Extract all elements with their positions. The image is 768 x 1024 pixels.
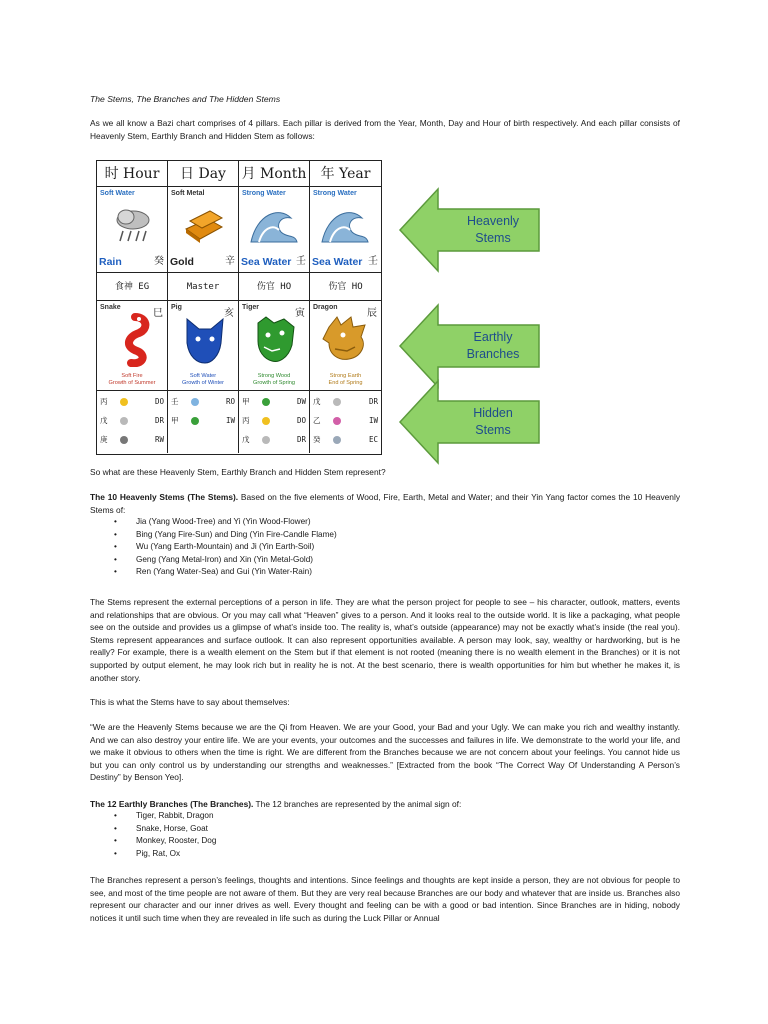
header-month: 月 Month (239, 161, 310, 187)
branches-intro-paragraph (90, 798, 680, 811)
sun-icon (120, 398, 128, 406)
branch-animal-label: Dragon (313, 304, 338, 311)
branch-description (239, 373, 309, 386)
list-item: • Tiger, Rabbit, Dragon (90, 810, 590, 823)
hidden-cell-month (239, 391, 310, 453)
heavenly-stems-arrow (398, 187, 681, 273)
branch-character: 巳 (153, 308, 163, 319)
hidden-stem-character: 甲 (171, 416, 179, 425)
hidden-stem-code: IW (225, 416, 235, 425)
stem-cell-month (239, 187, 310, 273)
stem-element-label: Strong Water (313, 190, 357, 197)
hidden-stem-code: DR (296, 435, 306, 444)
hidden-stem-character: 乙 (313, 416, 321, 425)
hidden-stem-character: 壬 (171, 397, 179, 406)
arrow-label-line: Stems (475, 423, 511, 437)
mountain-icon (333, 398, 341, 406)
stem-name: Sea Water (241, 256, 292, 268)
branch-element: Soft Water (189, 373, 217, 379)
hidden-stem-code: RO (225, 397, 235, 406)
hidden-stem-code: DO (296, 416, 306, 425)
hidden-stem-character: 癸 (313, 435, 321, 444)
branch-cell-month (239, 301, 310, 391)
hidden-stem-code: DR (154, 416, 164, 425)
hidden-cell-year (310, 391, 381, 453)
branches-list (90, 810, 590, 860)
branch-description (97, 373, 167, 386)
stem-name: Gold (170, 256, 194, 268)
arrow-label-line: Heavenly (466, 214, 520, 228)
branch-season: Growth of Summer (108, 379, 156, 386)
branch-animal-label: Tiger (242, 304, 259, 311)
header-hour: 时 Hour (97, 161, 168, 187)
hidden-stem-code: DW (296, 397, 306, 406)
stems-intro-paragraph (90, 491, 680, 516)
list-item: • Bing (Yang Fire-Sun) and Ding (Yin Fire-Candle Flame) (90, 529, 590, 542)
dragon-icon (321, 313, 371, 365)
earthly-branches-arrow (398, 303, 681, 389)
hidden-stem-code: DR (368, 397, 378, 406)
branch-season: End of Spring (328, 379, 363, 386)
intro-paragraph: As we all know a Bazi chart comprises of 4 pillars. Each pillar is derived from the Year, Month, Day and Hour of birth respectively. And each pillar consists of Heavenly Stem, Earthly Branch and Hidden Stem as follows: (90, 118, 680, 141)
hidden-stem-code: RW (154, 435, 164, 444)
tree-icon (262, 398, 270, 406)
arrow-label (447, 329, 539, 363)
axe-icon (120, 436, 128, 444)
list-item: • Geng (Yang Metal-Iron) and Xin (Yin Metal-Gold) (90, 554, 590, 567)
mountain-icon (262, 436, 270, 444)
list-item: • Jia (Yang Wood-Tree) and Yi (Yin Wood-Flower) (90, 516, 590, 529)
question-paragraph: So what are these Heavenly Stem, Earthly Branch and Hidden Stem represent? (90, 467, 386, 477)
branch-animal-label: Pig (171, 304, 182, 311)
arrow-label-line: Earthly (473, 330, 513, 344)
stem-cell-hour (97, 187, 168, 273)
stem-element-label: Soft Metal (171, 190, 205, 197)
list-item: • Snake, Horse, Goat (90, 823, 590, 836)
stems-intro-text: Based on the five elements of Wood, Fire, Earth, Metal and Water; and their Yin Yang factor comes the 10 Heavenly Stems of: (90, 492, 681, 515)
branch-animal-label: Snake (100, 304, 121, 311)
stem-character: 壬 (296, 256, 306, 267)
branch-season: Growth of Spring (253, 379, 295, 386)
stem-cell-day (168, 187, 239, 273)
hidden-stem-code: DO (154, 397, 164, 406)
list-item: • Pig, Rat, Ox (90, 848, 590, 861)
hidden-stem-character: 丙 (242, 416, 250, 425)
page-title: The Stems, The Branches and The Hidden Stems (90, 94, 281, 104)
arrow-label-line: Hidden (473, 406, 513, 420)
flower-icon (333, 417, 341, 425)
stem-character: 壬 (368, 256, 378, 267)
stem-character: 辛 (225, 256, 235, 267)
branch-element: Soft Fire (121, 373, 143, 379)
hidden-cell-day (168, 391, 239, 453)
water-icon (191, 398, 199, 406)
branch-cell-hour (97, 301, 168, 391)
branch-element: Strong Wood (257, 373, 291, 379)
mountain-icon (120, 417, 128, 425)
tiger-icon (252, 313, 298, 365)
branches-paragraph: The Branches represent a person’s feelings, thoughts and intentions. Since feelings and thoughts are kept inside a person, they are not obvious for people to see, and most of the time people are not aware of them. But they are very real because Branches are our body and whatever that are inside us. Branches also represent our character and our inner drives as well. Every thought and feeling can be with a good or bad intention. Since Branches are in hiding, nobody notices it until such time when they are revealed in life such as during the Luck Pillar or Annual (90, 875, 680, 923)
arrow-label-line: Stems (475, 231, 511, 245)
stems-say-paragraph: This is what the Stems have to say about themselves: (90, 697, 290, 707)
branch-description (168, 373, 238, 386)
hidden-stem-character: 丙 (100, 397, 108, 406)
hidden-stem-code: EC (368, 435, 378, 444)
branch-cell-year (310, 301, 381, 391)
arrow-label-line: Branches (466, 347, 520, 361)
stems-list (90, 516, 590, 579)
quote-paragraph: “We are the Heavenly Stems because we are the Qi from Heaven. We are your Good, your Bad and your Ugly. We can make you rich and wealthy instantly. And we can also destroy your entire life. We are your events, your outcomes and the successes and failures in life. We demonstrate to the world your life, and we make it obvious to others when the time is right. We are different from the Branches because we are not concern about your feelings. You cannot hide us but you can only control us by understanding our strengths and weaknesses.” [Extracted from the book “The Correct Way Of Understanding A Person’s Destiny” by Benson Yeo]. (90, 722, 680, 783)
branches-heading: The 12 Earthly Branches (The Branches). (90, 799, 254, 809)
stems-paragraph: The Stems represent the external perceptions of a person in life. They are what the person project for people to see – his character, outlook, matters, events and relationships that are obvious. Or you may call what “Heaven” gives to a person. And it looks real to the outside world. It is like a packaging, what people see on the outside and provides us a glimpse of what’s inside too. The reality is, what’s outside (appearance) may not be exactly what’s inside (the real you). Stems represent appearances and surface outlook. It can also represent opportunities available. A person may look, say, wealthy or hardworking, but is he really? For example, there is a wealth element on the Stem but if that element is not rooted (meaning there is no wealth element in the Branches) or it is not supported by output element, he may look rich but in reality he is not. At the best scenario, there is wealth opportunities for him but whether he makes it, is another story. (90, 597, 680, 683)
bazi-chart (96, 160, 382, 455)
god-year: 伤官 HO (310, 273, 381, 301)
rain-cloud-icon (113, 205, 153, 245)
stems-heading: The 10 Heavenly Stems (The Stems). (90, 492, 239, 502)
branch-element: Strong Earth (329, 373, 362, 379)
tree-icon (191, 417, 199, 425)
wave-icon (249, 204, 299, 246)
sun-icon (262, 417, 270, 425)
branch-season: Growth of Winter (182, 379, 224, 386)
pig-icon (181, 313, 227, 365)
hidden-stem-character: 庚 (100, 435, 108, 444)
stem-name: Sea Water (312, 256, 363, 268)
god-day: Master (168, 273, 239, 301)
stem-character: 癸 (154, 256, 164, 267)
gold-bars-icon (180, 205, 226, 245)
hidden-stem-character: 甲 (242, 397, 250, 406)
arrow-label (447, 405, 539, 439)
header-day: 日 Day (168, 161, 239, 187)
snake-icon (113, 313, 153, 367)
wave-icon (320, 204, 370, 246)
header-year: 年 Year (310, 161, 381, 187)
god-month: 伤官 HO (239, 273, 310, 301)
stem-element-label: Soft Water (100, 190, 135, 197)
hidden-stem-character: 戊 (100, 416, 108, 425)
rain-cloud-icon (333, 436, 341, 444)
list-item: • Wu (Yang Earth-Mountain) and Ji (Yin Earth-Soil) (90, 541, 590, 554)
branches-intro-text: The 12 branches are represented by the animal sign of: (253, 799, 462, 809)
hidden-stem-character: 戊 (313, 397, 321, 406)
branch-character: 寅 (295, 308, 305, 319)
branch-character: 辰 (367, 308, 377, 319)
stem-element-label: Strong Water (242, 190, 286, 197)
hidden-cell-hour (97, 391, 168, 453)
hidden-stem-character: 戊 (242, 435, 250, 444)
branch-cell-day (168, 301, 239, 391)
list-item: • Monkey, Rooster, Dog (90, 835, 590, 848)
stem-cell-year (310, 187, 381, 273)
list-item: • Ren (Yang Water-Sea) and Gui (Yin Water-Rain) (90, 566, 590, 579)
arrow-label (447, 213, 539, 247)
branch-description (310, 373, 381, 386)
hidden-stems-arrow (398, 379, 681, 465)
branch-character: 亥 (224, 308, 234, 319)
stem-name: Rain (99, 256, 122, 268)
hidden-stem-code: IW (368, 416, 378, 425)
god-hour: 食神 EG (97, 273, 168, 301)
